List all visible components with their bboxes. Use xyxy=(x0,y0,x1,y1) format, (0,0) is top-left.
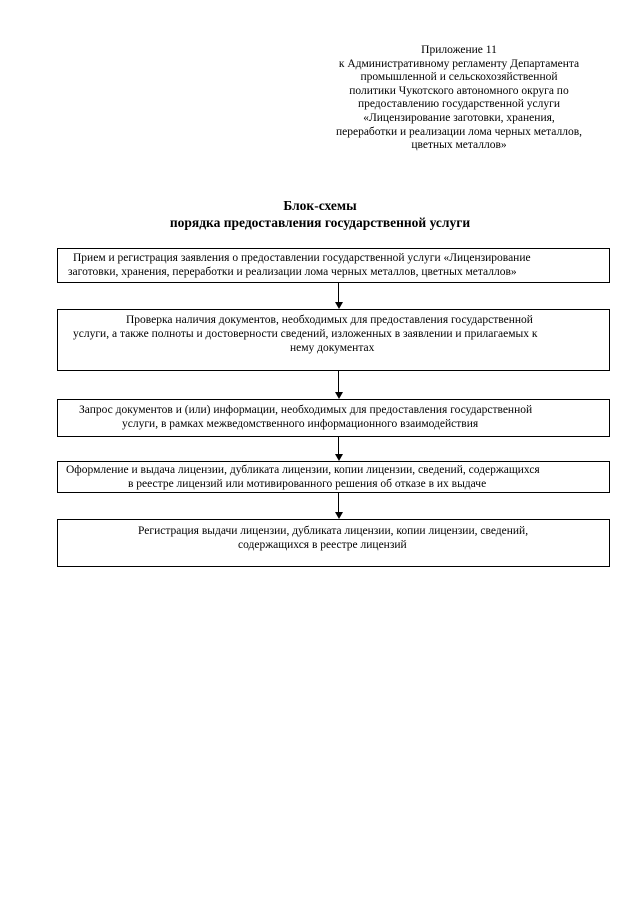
annex-header xyxy=(318,44,600,153)
flow-arrow xyxy=(335,371,343,399)
flow-step-text: содержащихся в реестре лицензий xyxy=(238,539,407,551)
flow-step-text: услуги, а также полноты и достоверности сведений, изложенных в заявлении и прилагаемых к xyxy=(73,328,538,340)
flow-step-text: Оформление и выдача лицензии, дубликата лицензии, копии лицензии, сведений, содержащихся xyxy=(66,464,540,476)
flow-step-text: Проверка наличия документов, необходимых для предоставления государственной xyxy=(126,314,533,326)
annex-line: политики Чукотского автономного округа по xyxy=(349,84,569,97)
annex-line: к Административному регламенту Департамента xyxy=(338,57,580,70)
flow-step-2 xyxy=(57,309,610,371)
flow-step-1 xyxy=(57,248,610,283)
flow-step-3 xyxy=(57,399,610,437)
annex-line: «Лицензирование заготовки, хранения, xyxy=(363,111,555,124)
annex-line: Приложение 11 xyxy=(421,44,497,56)
flow-step-text: заготовки, хранения, переработки и реализации лома черных металлов, цветных металлов» xyxy=(68,266,517,278)
document-title: Блок-схемы xyxy=(283,198,357,213)
flow-arrow xyxy=(335,437,343,461)
annex-line: промышленной и сельскохозяйственной xyxy=(360,71,558,84)
annex-line: переработки и реализации лома черных металлов, xyxy=(335,125,583,138)
flow-arrow xyxy=(335,283,343,309)
flow-step-text: Регистрация выдачи лицензии, дубликата лицензии, копии лицензии, сведений, xyxy=(138,525,529,537)
annex-line: предоставлению государственной услуги xyxy=(357,98,561,111)
flow-step-4 xyxy=(57,461,610,493)
document-subtitle: порядка предоставления государственной услуги xyxy=(169,215,471,230)
flow-step-5 xyxy=(57,519,610,567)
flow-step-text: Прием и регистрация заявления о предоставлении государственной услуги «Лицензирование xyxy=(73,252,531,264)
flow-arrow xyxy=(335,493,343,519)
flow-step-text: услуги, в рамках межведомственного информационного взаимодействия xyxy=(122,418,479,430)
annex-line: цветных металлов» xyxy=(411,139,507,152)
flow-step-text: Запрос документов и (или) информации, необходимых для предоставления государственной xyxy=(79,404,533,416)
flow-step-text: в реестре лицензий или мотивированного решения об отказе в их выдаче xyxy=(128,478,487,490)
flow-step-text: нему документах xyxy=(290,342,375,354)
